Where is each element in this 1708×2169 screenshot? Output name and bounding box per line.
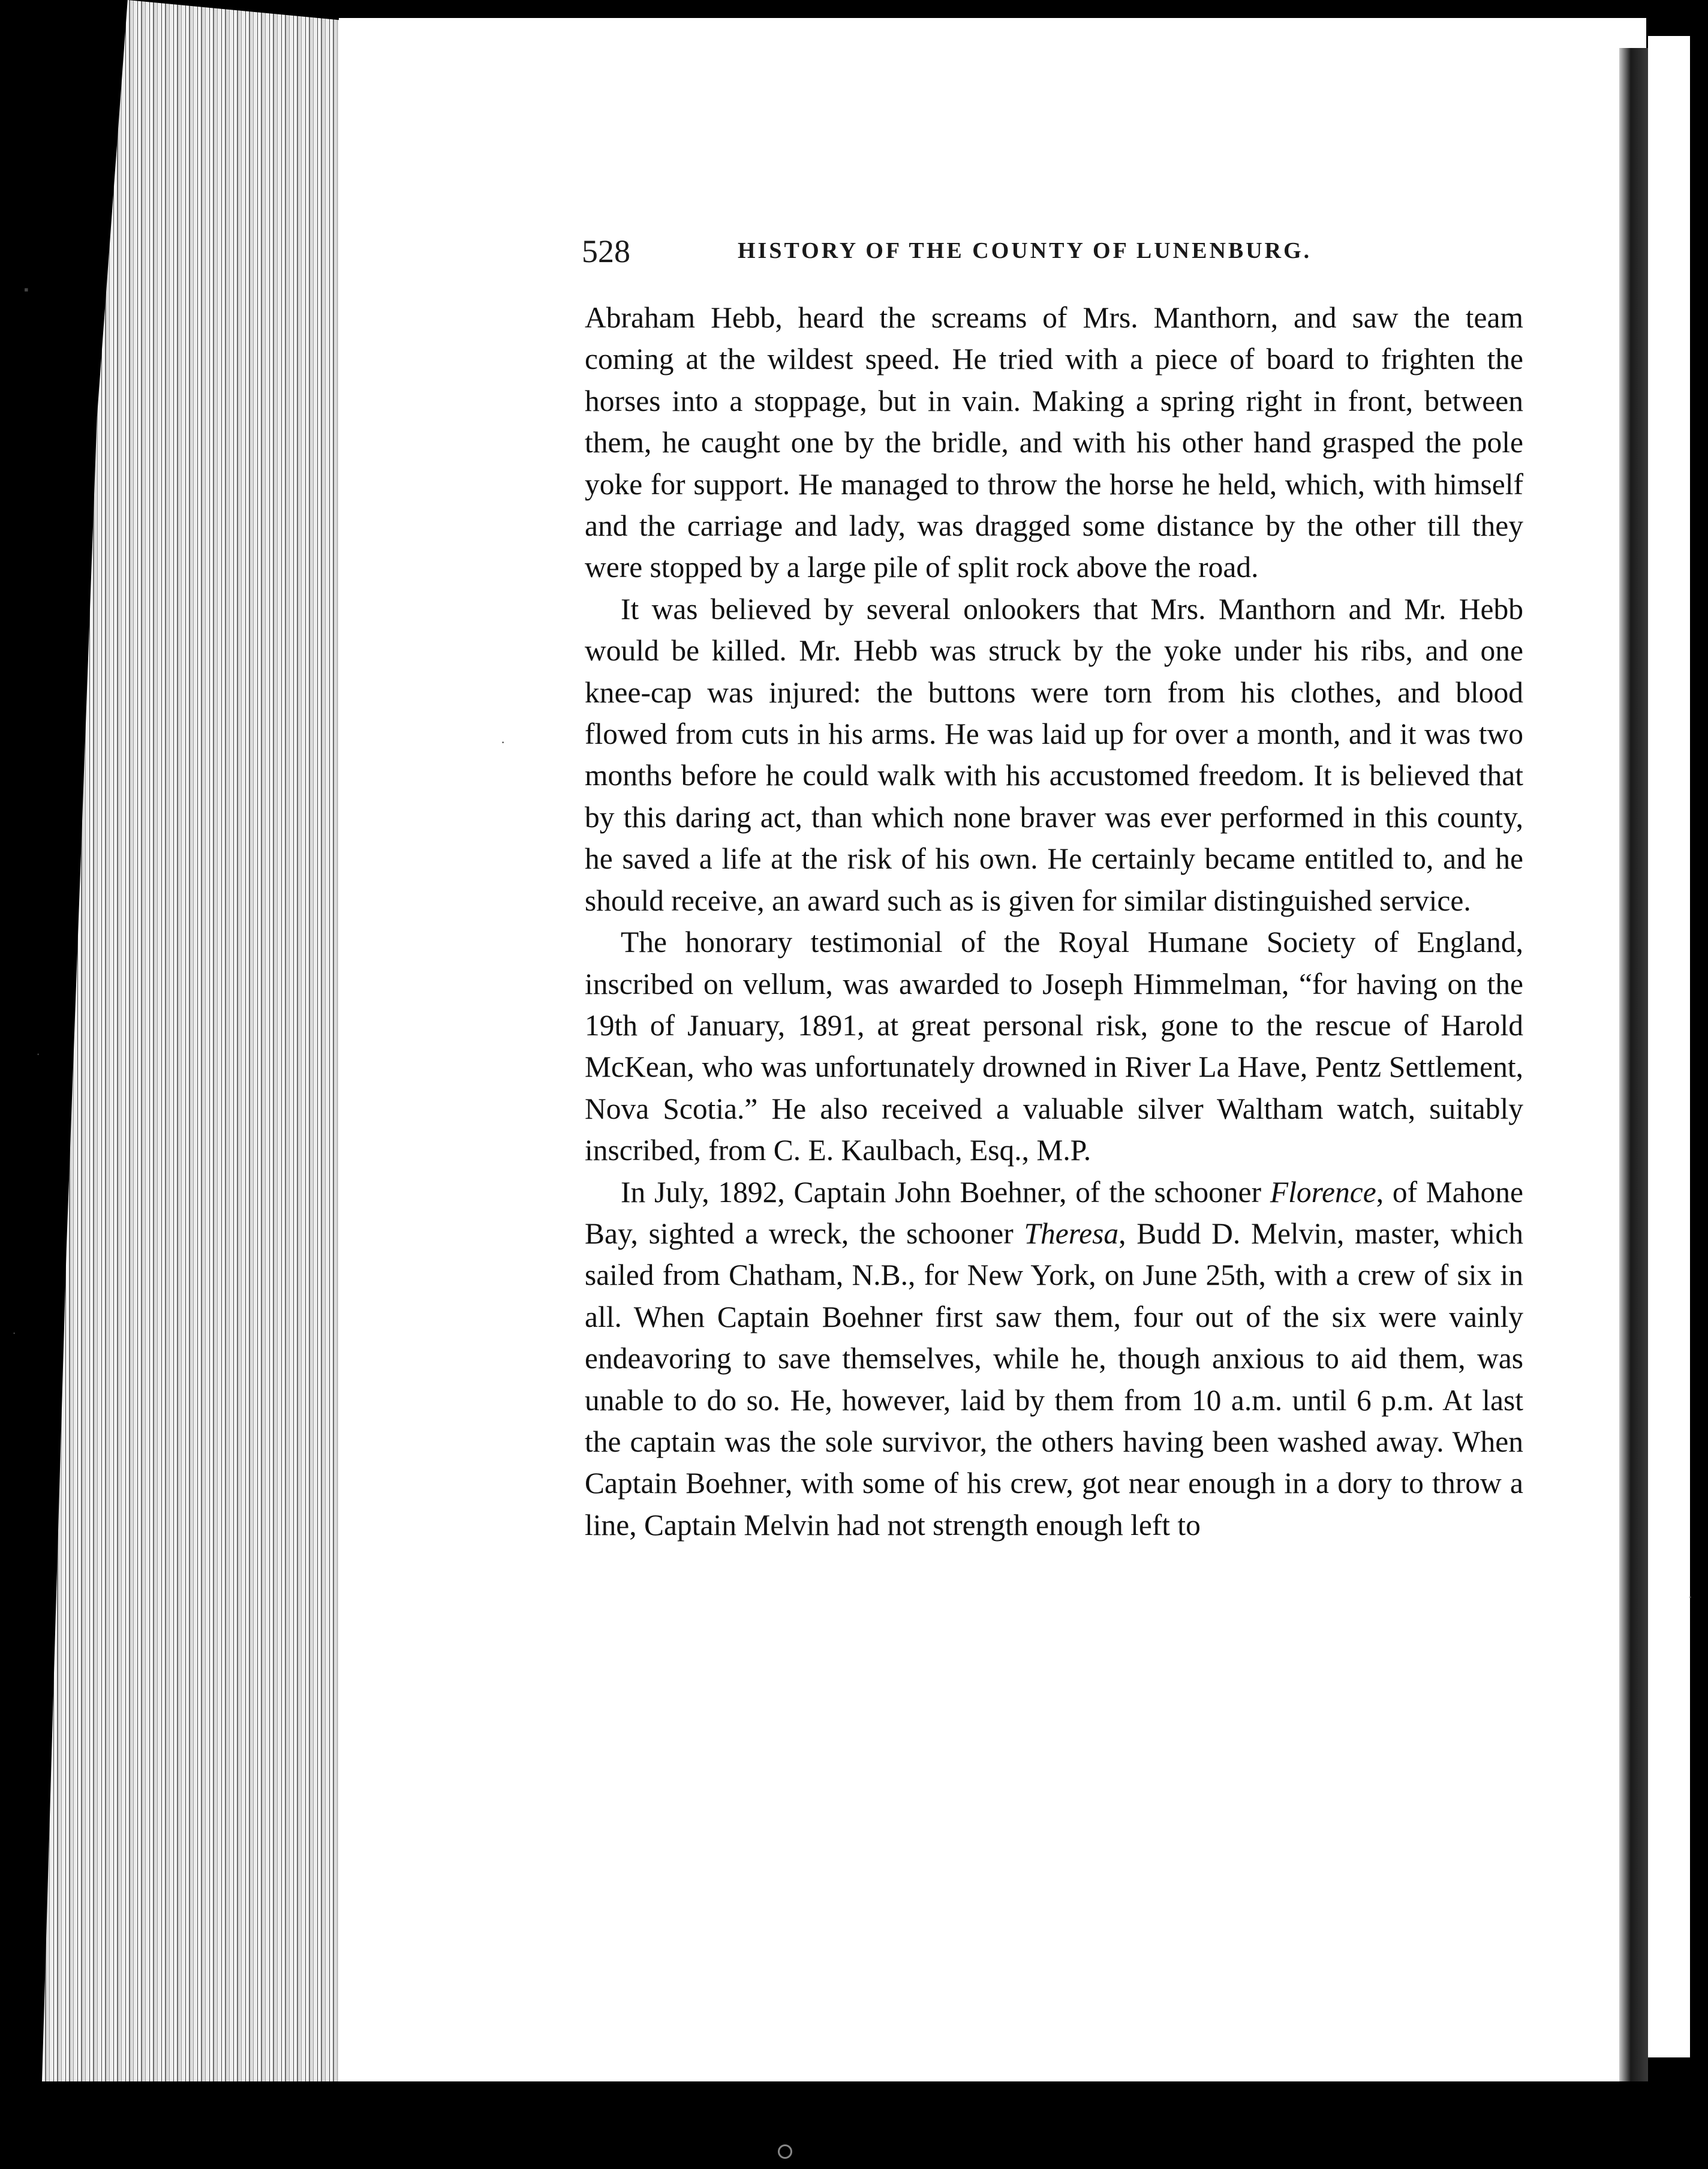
page-edges	[42, 0, 348, 2081]
facing-page-edge	[1648, 36, 1693, 2057]
running-head	[582, 233, 1373, 269]
body-text	[585, 297, 1523, 1546]
paragraph-text: , Budd D. Melvin, master, which sailed from Chatham, N.B., for New York, on June 25th, with a crew of six in all. When Captain Boehner first saw them, four out of the six were vainly endeavoring to save themselves, while he, though anxious to aid them, was unable to do so. He, however, laid by them from 10 a.m. until 6 p.m. At last the captain was the sole survivor, the others having been washed away. When Captain Boehner, with some of his crew, got near enough in a dory to throw a line, Captain Melvin had not strength enough left to	[585, 1216, 1523, 1542]
paragraph: It was believed by several onlookers that Mrs. Manthorn and Mr. Hebb would be killed. Mr. Hebb was struck by the yoke under his ribs, and one knee-cap was injured: the buttons were torn from his clothes, and blood flowed from cuts in his arms. He was laid up for over a month, and it was two months before he could walk with his accustomed freedom. It is believed that by this daring act, than which none braver was ever performed in this county, he saved a life at the risk of his own. He certainly became entitled to, and he should receive, an award such as is given for similar distinguished service.	[585, 592, 1523, 917]
ship-name: Theresa	[1024, 1216, 1119, 1250]
paragraph	[585, 1171, 1523, 1546]
scan-speck: ·	[1688, 1590, 1693, 1605]
paragraph-text: In July, 1892, Captain John Boehner, of the schooner	[621, 1175, 1270, 1209]
paragraph: Abraham Hebb, heard the screams of Mrs. Manthorn, and saw the team coming at the wildest speed. He tried with a piece of board to frighten the horses into a stoppage, but in vain. Making a spring right in front, between them, he caught one by the bridle, and with his other hand grasped the pole yoke for support. He managed to throw the horse he held, which, with himself and the carriage and lady, was dragged some distance by the other till they were stopped by a large pile of split rock above the road.	[585, 301, 1523, 584]
ship-name: Florence	[1270, 1175, 1376, 1209]
scan-speck: ▪	[24, 282, 29, 297]
scan-speck: ·	[501, 735, 506, 750]
gutter-shadow	[1619, 48, 1648, 2081]
running-title: HISTORY OF THE COUNTY OF LUNENBURG.	[738, 238, 1312, 263]
page-number: 528	[582, 233, 630, 269]
scan-speck: ·	[36, 1047, 41, 1062]
scan-speck: ·	[12, 1326, 17, 1341]
paragraph-text: , of Mahone Bay, sighted a wreck, the schooner	[585, 1175, 1523, 1250]
registration-mark	[778, 2144, 792, 2159]
paragraph: The honorary testimonial of the Royal Humane Society of England, inscribed on vellum, was awarded to Joseph Himmelman, “for having on the 19th of January, 1891, at great personal risk, gone to the rescue of Harold McKean, who was unfortunately drowned in River La Have, Pentz Settlement, Nova Scotia.” He also received a valuable silver Waltham watch, suitably inscribed, from C. E. Kaulbach, Esq., M.P.	[585, 926, 1523, 1167]
